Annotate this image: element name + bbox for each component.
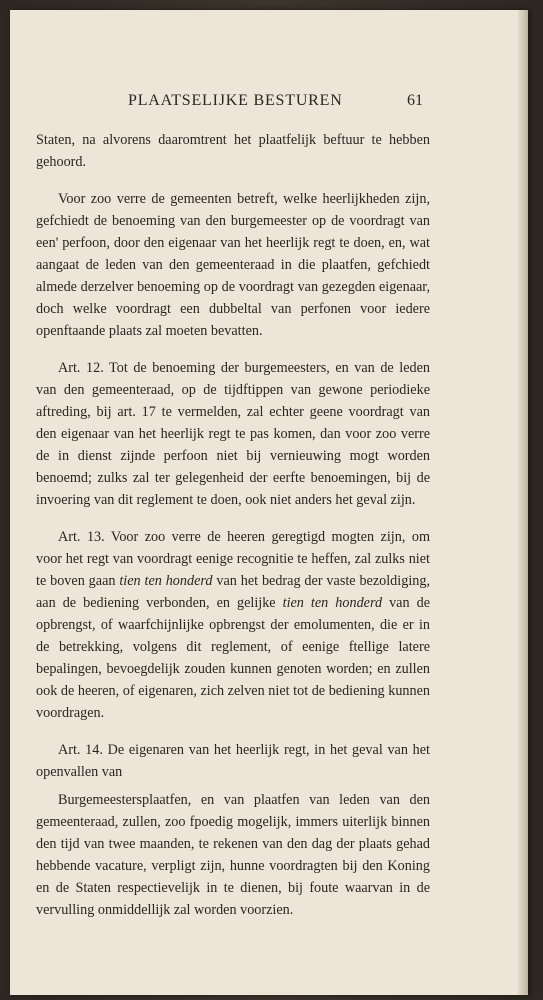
running-head: PLAATSELIJKE BESTUREN [128,92,343,109]
art-13-text-2: van het bedrag der vaste bezoldiging, aan de bediening verbonden, en gelijke [36,573,430,611]
page-number: 61 [407,92,423,109]
art-13-italic-1: tien ten honderd [119,573,213,589]
art-13-italic-2: tien ten honderd [282,595,383,611]
paragraph-art-14-body: Burgemeestersplaatfen, en van plaatfen van leden van den gemeenteraad, zullen, zoo fpoedig mogelijk, immers uiterlijk binnen den tijd van twee maanden, te rekenen van den dag der plaats gehad hebbende vacature, verpligt zijn, hunne voordragten bij den Koning en de Staten respectievelijk in te dienen, bij foute waarvan in de vervulling onmiddellijk zal worden voorzien. [36,792,430,918]
page-edge [518,10,528,995]
book-page [10,10,528,995]
paragraph-heerlijkheden: Voor zoo verre de gemeenten betreft, welke heerlijkheden zijn, gefchiedt de benoeming van den burgemeester op de voordragt van een' perfoon, door den eigenaar van het heerlijk regt te doen, en, wat aangaat de leden van den gemeenteraad in die plaatfen, gefchiedt almede derzelver benoeming op de voordragt van gezegden eigenaar, doch welke voordragt een dubbeltal van perfonen voor iedere openftaande plaats zal moeten bevatten. [36,191,430,339]
paragraph-art-14-line-1: Art. 14. De eigenaren van het heerlijk regt, in het geval van het openvallen van [36,742,430,780]
page-content [20,16,518,995]
paragraph-art-12: Art. 12. Tot de benoeming der burgemeesters, en van de leden van den gemeenteraad, op de tijdftippen van gewone periodieke aftreding, bij art. 17 te vermelden, zal echter geene voordragt van den eigenaar van het heerlijk regt te pas komen, dan voor zoo verre de in dienst zijnde perfoon niet bij vernieuwing mogt worden benoemd; zulks zal ter gelegenheid der eerfte benoemingen, bij de invoering van dit reglement te doen, ook niet anders het geval zijn. [36,360,430,508]
paragraph-continuation: Staten, na alvorens daaromtrent het plaatfelijk beftuur te hebben gehoord. [36,132,430,170]
paragraph-art-13 [36,526,430,724]
art-13-text-1: Art. 13. Voor zoo verre de heeren geregtigd mogten zijn, om voor het regt van voordragt eenige recognitie te heffen, zal zulks niet te boven gaan [36,529,430,589]
page-header [20,92,518,116]
body-text [36,129,430,921]
art-13-text-3: van de opbrengst, of waarfchijnlijke opbrengst der emolumenten, die er in de betrekking, volgens dit reglement, of eenige ftellige latere bepalingen, bevoegdelijk zouden kunnen genoten worden; en zullen ook de heeren, of eigenaren, zich zelven niet tot de bediening kunnen voordragen. [36,595,430,721]
